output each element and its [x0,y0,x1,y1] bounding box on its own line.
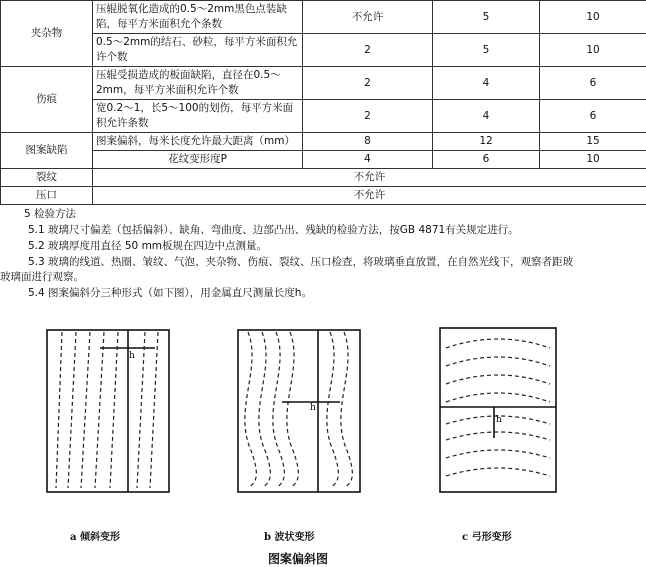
paragraph-5-2: 5.2 玻璃厚度用直径 50 mm板规在四边中点测量。 [28,239,646,254]
desc-cell: 花纹变形度P [93,151,303,169]
pattern-skew-figure [0,318,646,563]
value-cell: 不允许 [303,1,433,34]
table-row [1,100,646,133]
table-row [1,34,646,67]
value-cell: 2 [303,67,433,100]
defect-table [0,0,646,205]
category-press-marks: 压口 [1,187,93,205]
paragraph-5-3: 5.3 玻璃的线道、热圈、皱纹、气泡、夹杂物、伤痕、裂纹、压口检查，将玻璃垂直放置，在自然光线下，观察者距玻 [28,255,646,270]
paragraph-5-4: 5.4 图案偏斜分三种形式（如下图），用金属直尺测量长度h。 [28,286,646,301]
diagram-c-frame [440,328,556,492]
paragraph-5-1: 5.1 玻璃尺寸偏差（包括偏斜）、缺角、弯曲度、边部凸出、残缺的检验方法，按GB 4871有关规定进行。 [28,223,646,238]
table-row [1,67,646,100]
merged-value-cell: 不允许 [93,187,646,205]
section-5-heading: 5 检验方法 [24,207,646,222]
value-cell: 2 [303,100,433,133]
merged-value-cell: 不允许 [93,169,646,187]
value-cell: 6 [540,67,646,100]
value-cell: 10 [540,1,646,34]
value-cell: 10 [540,34,646,67]
value-cell: 4 [303,151,433,169]
category-inclusions: 夹杂物 [1,1,93,67]
table-row [1,169,646,187]
desc-cell: 图案偏斜，每米长度允许最大距离（mm） [93,133,303,151]
value-cell: 10 [540,151,646,169]
desc-cell: 压辊脱氧化造成的0.5～2mm黑色点装缺陷，每平方米面积允个条数 [93,1,303,34]
value-cell: 2 [303,34,433,67]
value-cell: 12 [433,133,540,151]
table-row [1,151,646,169]
category-cracks: 裂纹 [1,169,93,187]
value-cell: 6 [433,151,540,169]
diagram-b-lines [245,332,352,488]
desc-cell: 宽0.2～1，长5～100的划伤，每平方米面积允许条数 [93,100,303,133]
table-row [1,133,646,151]
value-cell: 5 [433,34,540,67]
table-row [1,1,646,34]
category-scratches: 伤痕 [1,67,93,133]
table-row [1,187,646,205]
caption-a: a 倾斜变形 [70,528,120,543]
category-pattern-defects: 图案缺陷 [1,133,93,169]
value-cell: 15 [540,133,646,151]
paragraph-5-3-cont: 玻璃面进行观察。 [0,270,646,285]
desc-cell: 0.5～2mm的结石、砂粒，每平方米面积允许个数 [93,34,303,67]
value-cell: 4 [433,100,540,133]
figure-title: 图案偏斜图 [268,550,328,567]
h-label-c: h [496,415,502,425]
caption-c: c 弓形变形 [462,528,512,543]
h-label-a: h [129,351,135,361]
figure-drawings [0,318,646,563]
h-label-b: h [310,403,316,413]
caption-b: b 波状变形 [264,528,314,543]
diagram-a-lines [56,332,158,488]
value-cell: 6 [540,100,646,133]
value-cell: 4 [433,67,540,100]
desc-cell: 压辊受损造成的板面缺陷，直径在0.5～2mm，每平方米面积允许个数 [93,67,303,100]
value-cell: 5 [433,1,540,34]
value-cell: 8 [303,133,433,151]
